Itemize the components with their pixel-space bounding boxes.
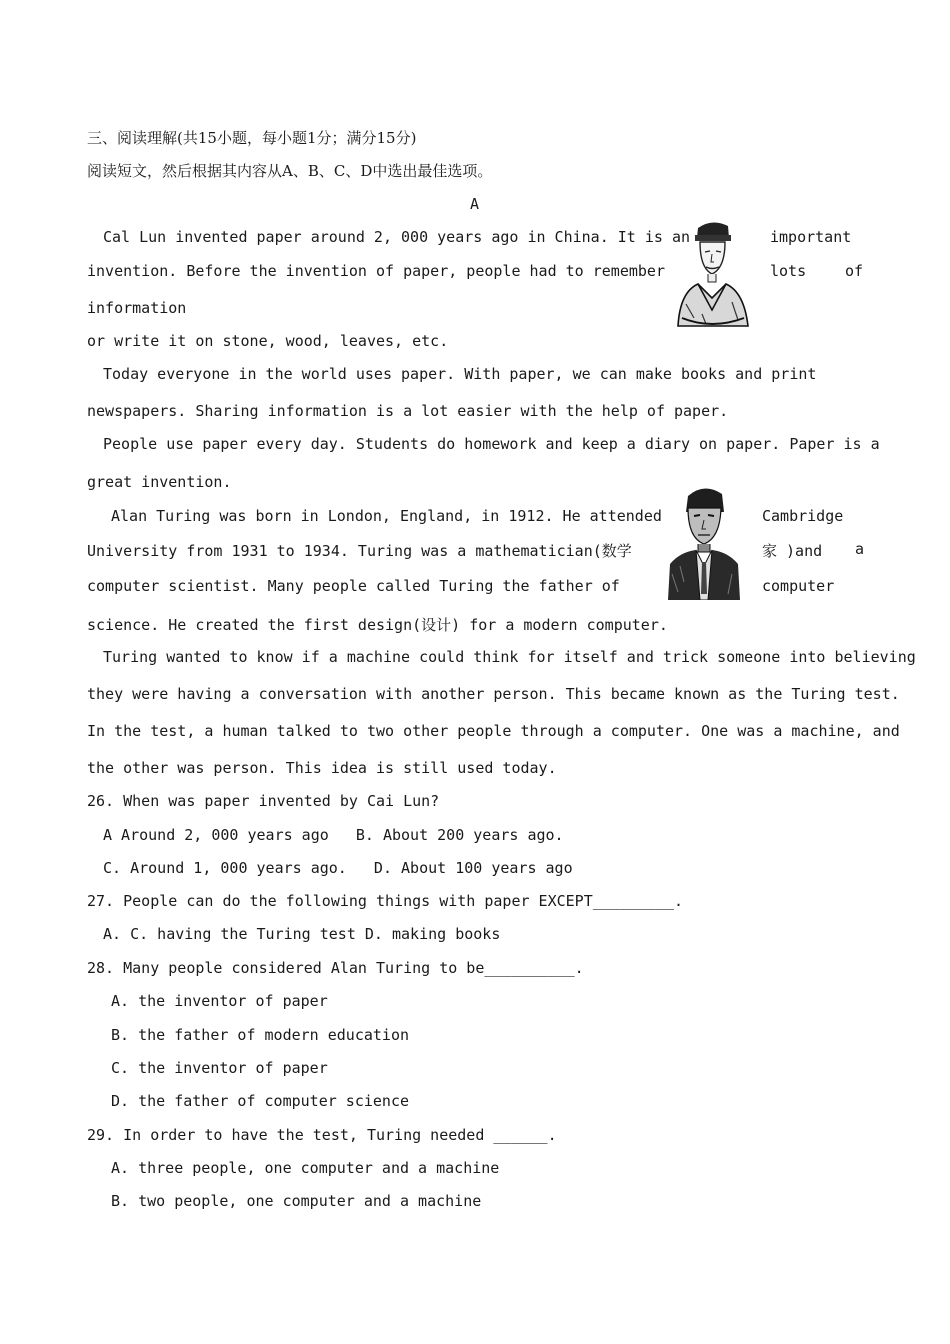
question-26-options-row2: C. Around 1, 000 years ago. D. About 100 years ago	[103, 859, 573, 877]
passage-cai-lun-line2-right	[770, 262, 863, 280]
passage-turing-line4: science. He created the first design(设计) for a modern computer.	[87, 616, 668, 634]
passage-cai-lun-line1: Cal Lun invented paper around 2, 000 years ago in China. It is an	[103, 228, 690, 246]
passage-cai-lun-line1-right: important	[770, 228, 852, 246]
passage-cai-lun-line2: invention. Before the invention of paper, people had to remember	[87, 262, 665, 280]
passage-p5-line1: Turing wanted to know if a machine could think for itself and trick someone into believing	[103, 648, 916, 666]
passage-cai-lun-line4: or write it on stone, wood, leaves, etc.	[87, 332, 449, 350]
question-26-stem: 26. When was paper invented by Cai Lun?	[87, 792, 440, 810]
passage-turing-line3: computer scientist. Many people called Turing the father of	[87, 577, 620, 595]
passage-word: of	[844, 262, 863, 280]
passage-turing-line1-right: Cambridge	[762, 507, 844, 525]
question-27-options-row1: A. C. having the Turing test D. making books	[103, 925, 501, 943]
passage-cai-lun-line3: information	[87, 299, 187, 317]
question-29-stem: 29. In order to have the test, Turing needed ______.	[87, 1126, 557, 1144]
passage-word: 家 )and	[762, 542, 823, 560]
passage-p5-line3: In the test, a human talked to two other people through a computer. One was a machine, and	[87, 722, 900, 740]
question-27-stem: 27. People can do the following things with paper EXCEPT_________.	[87, 892, 684, 910]
passage-p3-line1: People use paper every day. Students do homework and keep a diary on paper. Paper is a	[103, 435, 880, 453]
question-29-option-b: B. two people, one computer and a machine	[111, 1192, 482, 1210]
passage-label: A	[470, 195, 480, 213]
question-28-option-b: B. the father of modern education	[111, 1026, 410, 1044]
passage-word: lots	[770, 262, 807, 280]
question-28-stem: 28. Many people considered Alan Turing to be__________.	[87, 959, 584, 977]
section-heading: 三、阅读理解(共15小题，每小题1分；满分15分)	[87, 129, 417, 147]
question-28-option-a: A. the inventor of paper	[111, 992, 328, 1010]
alan-turing-portrait	[666, 482, 742, 600]
cai-lun-portrait	[672, 218, 752, 330]
passage-turing-line3-right: computer	[762, 577, 835, 595]
question-29-option-a: A. three people, one computer and a machine	[111, 1159, 500, 1177]
passage-p5-line2: they were having a conversation with another person. This became known as the Turing test.	[87, 685, 900, 703]
section-instruction: 阅读短文，然后根据其内容从A、B、C、D中选出最佳选项。	[87, 162, 493, 180]
question-28-option-d: D. the father of computer science	[111, 1092, 410, 1110]
passage-p5-line4: the other was person. This idea is still used today.	[87, 759, 557, 777]
passage-p2-line1: Today everyone in the world uses paper. With paper, we can make books and print	[103, 365, 817, 383]
passage-turing-line2: University from 1931 to 1934. Turing was a mathematician(数学	[87, 542, 632, 560]
passage-turing-line2-right	[762, 540, 864, 561]
passage-p2-line2: newspapers. Sharing information is a lot easier with the help of paper.	[87, 402, 729, 420]
passage-turing-line1: Alan Turing was born in London, England, in 1912. He attended	[111, 507, 662, 525]
question-26-options-row1: A Around 2, 000 years ago B. About 200 years ago.	[103, 826, 564, 844]
question-28-option-c: C. the inventor of paper	[111, 1059, 328, 1077]
passage-word: a	[854, 540, 864, 558]
passage-p3-line2: great invention.	[87, 473, 232, 491]
